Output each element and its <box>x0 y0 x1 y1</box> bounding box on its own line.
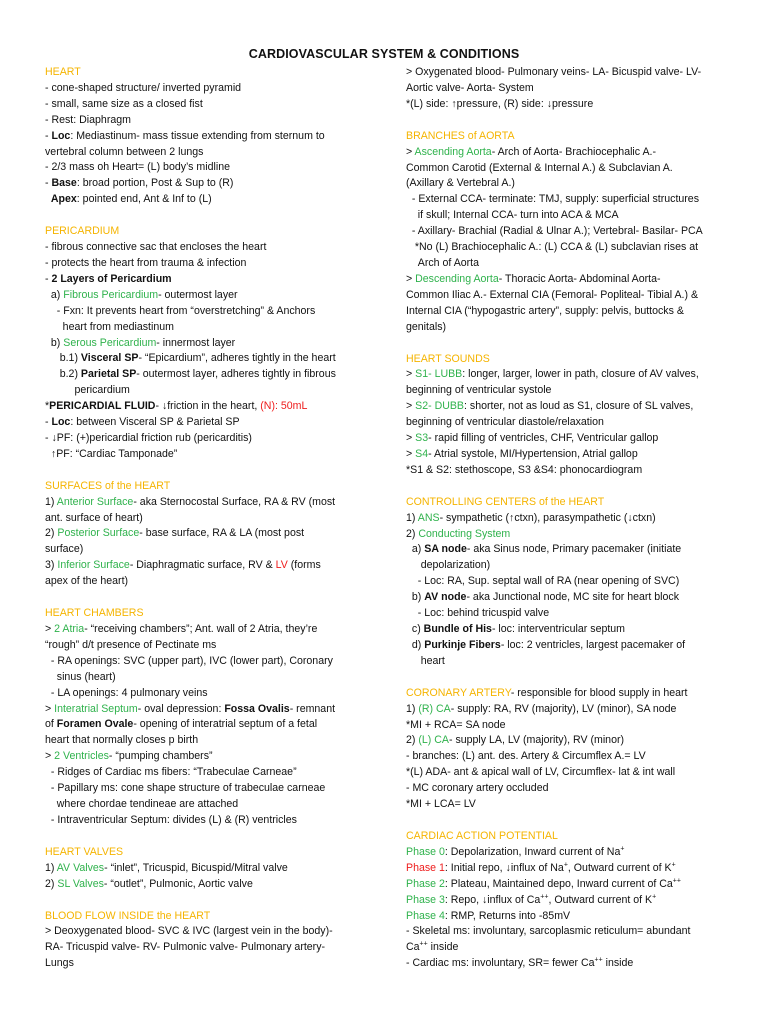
text-line: - Base: broad portion, Post & Sup to (R) <box>45 177 234 190</box>
text-line: (Axillary & Vertebral A.) <box>406 177 515 190</box>
text-line: *MI + RCA= SA node <box>406 718 506 731</box>
bloodflow-section <box>45 909 365 973</box>
right-column <box>406 65 726 972</box>
text-line: - RA openings: SVC (upper part), IVC (lower part), Coronary <box>45 654 333 667</box>
text-line: > 2 Ventricles- “pumping chambers” <box>45 750 213 763</box>
sounds-section <box>406 352 726 479</box>
valves-section <box>45 845 365 893</box>
text-line: b) Serous Pericardium- innermost layer <box>45 336 236 349</box>
text-line: Phase 4: RMP, Returns into -85mV <box>406 909 571 922</box>
text-line: 2) (L) CA- supply LA, LV (majority), RV (minor) <box>406 734 625 747</box>
centers-heading: CONTROLLING CENTERS of the HEART <box>406 495 605 508</box>
text-line: depolarization) <box>406 559 491 572</box>
text-line: of Foramen Ovale- opening of interatrial septum of a fetal <box>45 718 318 731</box>
text-line: sinus (heart) <box>45 670 116 683</box>
text-line: *(L) ADA- ant & apical wall of LV, Circumflex- lat & int wall <box>406 766 676 779</box>
text-line: pericardium <box>45 384 130 397</box>
pericardium-section <box>45 224 365 463</box>
coronary-heading: CORONARY ARTERY- responsible for blood supply in heart <box>406 686 688 699</box>
aorta-section <box>406 129 726 336</box>
text-line: - Skeletal ms: involuntary, sarcoplasmic reticulum= abundant <box>406 925 691 938</box>
text-line: - Papillary ms: cone shape structure of trabeculae carneae <box>45 782 326 795</box>
text-line: d) Purkinje Fibers- loc: 2 ventricles, largest pacemaker of <box>406 638 686 651</box>
text-line: heart <box>406 654 445 667</box>
text-line: if skull; Internal CCA- turn into ACA & MCA <box>406 209 619 222</box>
heart-section <box>45 65 365 208</box>
text-line: > Ascending Aorta- Arch of Aorta- Brachiocephalic A.- <box>406 145 656 158</box>
text-line: > Deoxygenated blood- SVC & IVC (largest vein in the body)- <box>45 925 333 938</box>
text-line: - External CCA- terminate: TMJ, supply: superficial structures <box>406 193 699 206</box>
text-line: - 2/3 mass oh Heart= (L) body’s midline <box>45 161 230 174</box>
heart-heading: HEART <box>45 66 81 78</box>
text-line: - ↓PF: (+)pericardial friction rub (pericarditis) <box>45 431 252 444</box>
text-line: where chordae tendineae are attached <box>45 797 239 810</box>
text-line: vertebral column between 2 lungs <box>45 145 204 158</box>
text-line: genitals) <box>406 320 447 333</box>
text-line: - MC coronary artery occluded <box>406 782 549 795</box>
text-line: - Loc: between Visceral SP & Parietal SP <box>45 416 240 429</box>
pericardium-heading: PERICARDIUM <box>45 225 120 238</box>
text-line: surface) <box>45 543 84 556</box>
text-line: > Descending Aorta- Thoracic Aorta- Abdominal Aorta- <box>406 272 661 285</box>
chambers-heading: HEART CHAMBERS <box>45 607 144 620</box>
text-line: - Intraventricular Septum: divides (L) & (R) ventricles <box>45 813 297 826</box>
text-line: 1) (R) CA- supply: RA, RV (majority), LV (minor), SA node <box>406 702 677 715</box>
page-title: CARDIOVASCULAR SYSTEM & CONDITIONS <box>248 47 520 61</box>
text-line: Common Iliac A.- External CIA (Femoral- Popliteal- Tibial A.) & <box>406 288 699 301</box>
text-line: > S4- Atrial systole, MI/Hypertension, Atrial gallop <box>406 447 638 460</box>
text-line: - fibrous connective sac that encloses the heart <box>45 241 267 254</box>
surfaces-heading: SURFACES of the HEART <box>45 479 171 492</box>
bloodflow-continued <box>406 65 726 113</box>
text-line: > S2- DUBB: shorter, not as loud as S1, closure of SL valves, <box>406 400 694 413</box>
surfaces-section <box>45 479 365 590</box>
text-line: - Axillary- Brachial (Radial & Ulnar A.); Vertebral- Basilar- PCA <box>406 225 703 238</box>
text-line: - LA openings: 4 pulmonary veins <box>45 686 208 699</box>
text-line: *No (L) Brachiocephalic A.: (L) CCA & (L) subclavian rises at <box>406 241 699 254</box>
text-line: - Loc: Mediastinum- mass tissue extending from sternum to <box>45 129 325 142</box>
text-line: beginning of ventricular systole <box>406 384 552 397</box>
text-line: Ca++ inside <box>406 940 459 954</box>
text-line: - small, same size as a closed fist <box>45 97 203 110</box>
text-line: - branches: (L) ant. des. Artery & Circumflex A.= LV <box>406 750 646 763</box>
text-line: beginning of ventricular diastole/relaxation <box>406 416 604 429</box>
text-line: Arch of Aorta <box>406 256 480 269</box>
text-line: 1) ANS- sympathetic (↑ctxn), parasympathetic (↓ctxn) <box>406 511 656 524</box>
text-line: > Interatrial Septum- oval depression: Fossa Ovalis- remnant <box>45 702 336 715</box>
valves-heading: HEART VALVES <box>45 845 124 858</box>
text-line: heart from mediastinum <box>45 320 174 333</box>
text-line: Phase 3: Repo, ↓influx of Ca++, Outward current of K+ <box>406 893 657 906</box>
text-line: - Fxn: It prevents heart from “overstretching” & Anchors <box>45 304 316 317</box>
text-line: Phase 0: Depolarization, Inward current of Na+ <box>406 845 625 858</box>
text-line: a) SA node- aka Sinus node, Primary pacemaker (initiate <box>406 543 682 556</box>
text-line: “rough” d/t presence of Pectinate ms <box>45 638 217 651</box>
text-line: - 2 Layers of Pericardium <box>45 272 172 285</box>
text-line: Phase 1: Initial repo, ↓influx of Na+, Outward current of K+ <box>406 861 676 874</box>
text-line: 3) Inferior Surface- Diaphragmatic surface, RV & LV (forms <box>45 559 321 572</box>
text-line: Phase 2: Plateau, Maintained depo, Inward current of Ca++ <box>406 877 681 890</box>
coronary-section <box>406 686 726 813</box>
text-line: - Ridges of Cardiac ms fibers: “Trabeculae Carneae” <box>45 766 297 779</box>
text-line: - cone-shaped structure/ inverted pyramid <box>45 81 242 94</box>
text-line: - Loc: RA, Sup. septal wall of RA (near opening of SVC) <box>406 575 680 588</box>
text-line: apex of the heart) <box>45 575 129 588</box>
action-potential-section <box>406 829 726 972</box>
text-line: a) Fibrous Pericardium- outermost layer <box>45 288 238 301</box>
text-line: > S3- rapid filling of ventricles, CHF, Ventricular gallop <box>406 432 659 445</box>
chambers-section <box>45 606 365 829</box>
text-line: c) Bundle of His- loc: interventricular septum <box>406 623 626 635</box>
text-line: - Rest: Diaphragm <box>45 113 131 126</box>
text-line: b) AV node- aka Junctional node, MC site for heart block <box>406 591 680 604</box>
text-line: b.2) Parietal SP- outermost layer, adheres tightly in fibrous <box>45 368 336 381</box>
text-line: *MI + LCA= LV <box>406 798 476 811</box>
text-line: heart that normally closes p birth <box>45 734 199 747</box>
text-line: Internal CIA (“hypogastric artery”, supply: pelvis, buttocks & <box>406 304 684 317</box>
text-line: 2) Conducting System <box>406 527 511 540</box>
text-line: RA- Tricuspid valve- RV- Pulmonic valve- Pulmonary artery- <box>45 941 326 954</box>
text-line: b.1) Visceral SP- “Epicardium”, adheres tightly in the heart <box>45 352 336 365</box>
text-line: > Oxygenated blood- Pulmonary veins- LA- Bicuspid valve- LV- <box>406 66 702 78</box>
text-line: ↑PF: “Cardiac Tamponade” <box>45 447 178 460</box>
text-line: 1) AV Valves- “inlet”, Tricuspid, Bicuspid/Mitral valve <box>45 861 288 874</box>
text-line: Aortic valve- Aorta- System <box>406 81 534 94</box>
text-line: ant. surface of heart) <box>45 511 143 524</box>
text-line: 2) SL Valves- “outlet”, Pulmonic, Aortic valve <box>45 877 253 890</box>
sounds-heading: HEART SOUNDS <box>406 352 490 365</box>
text-line: - protects the heart from trauma & infection <box>45 256 247 269</box>
centers-section <box>406 495 726 670</box>
text-line: *(L) side: ↑pressure, (R) side: ↓pressure <box>406 97 594 110</box>
bloodflow-heading: BLOOD FLOW INSIDE the HEART <box>45 909 211 922</box>
text-line: - Cardiac ms: involuntary, SR= fewer Ca++ inside <box>406 956 634 970</box>
text-line: Apex: pointed end, Ant & Inf to (L) <box>50 193 212 206</box>
action-potential-heading: CARDIAC ACTION POTENTIAL <box>406 829 558 842</box>
text-line: - Loc: behind tricuspid valve <box>406 607 550 620</box>
aorta-heading: BRANCHES of AORTA <box>406 129 515 142</box>
text-line: 2) Posterior Surface- base surface, RA & LA (most post <box>45 527 305 540</box>
text-line: Lungs <box>45 957 74 970</box>
text-line: > S1- LUBB: longer, larger, lower in path, closure of AV valves, <box>406 368 699 381</box>
text-line: *S1 & S2: stethoscope, S3 &S4: phonocardiogram <box>406 463 643 476</box>
text-line: *PERICARDIAL FLUID- ↓friction in the heart, (N): 50mL <box>45 400 308 413</box>
text-line: > 2 Atria- “receiving chambers”; Ant. wall of 2 Atria, they’re <box>45 623 318 635</box>
text-line: Common Carotid (External & Internal A.) & Subclavian A. <box>406 161 673 174</box>
left-column <box>45 65 365 972</box>
text-line: 1) Anterior Surface- aka Sternocostal Surface, RA & RV (most <box>45 495 336 508</box>
